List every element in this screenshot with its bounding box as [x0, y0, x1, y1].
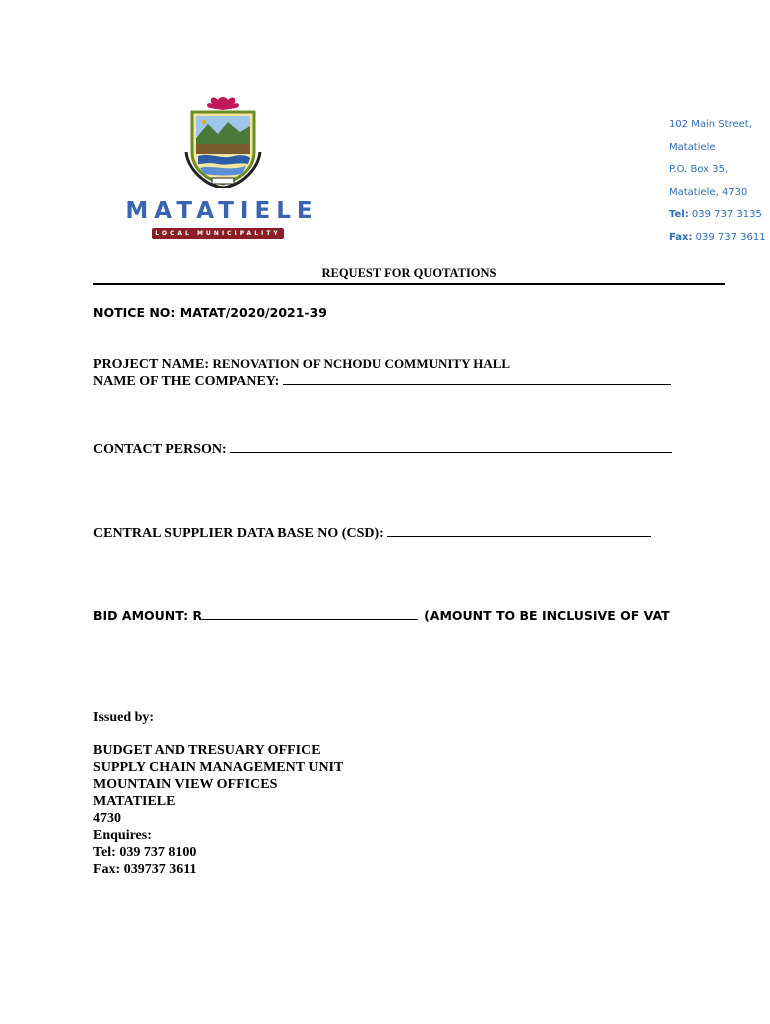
- fax-value: 039 737 3611: [692, 231, 766, 243]
- issuer-line: Tel: 039 737 8100: [93, 845, 197, 860]
- issuer-line: Enquires:: [93, 828, 152, 843]
- bid-note: (AMOUNT TO BE INCLUSIVE OF VAT: [424, 608, 670, 623]
- brand-name: MATATIELE: [125, 198, 319, 224]
- issuer-line: 4730: [93, 811, 121, 826]
- issuer-line: SUPPLY CHAIN MANAGEMENT UNIT: [93, 760, 344, 775]
- issuer-line: MOUNTAIN VIEW OFFICES: [93, 777, 278, 792]
- brand-subtitle: LOCAL MUNICIPALITY: [152, 228, 284, 239]
- address-line: 102 Main Street,: [669, 119, 752, 130]
- csd-number-field: [93, 524, 651, 542]
- company-label: NAME OF THE COMPANEY:: [93, 374, 283, 389]
- csd-label: CENTRAL SUPPLIER DATA BASE NO (CSD):: [93, 526, 388, 541]
- issuer-block: [93, 742, 343, 878]
- crest-icon: [178, 96, 268, 188]
- address-line: P.O. Box 35,: [669, 164, 729, 175]
- issuer-line: MATATIELE: [93, 794, 176, 809]
- project-value: RENOVATION OF NCHODU COMMUNITY HALL: [212, 356, 511, 371]
- address-tel: [669, 208, 766, 231]
- tel-value: 039 737 3135: [688, 209, 762, 220]
- document-title: REQUEST FOR QUOTATIONS: [93, 266, 725, 285]
- bid-label: BID AMOUNT: R: [93, 608, 203, 623]
- contact-label: CONTACT PERSON:: [93, 442, 231, 457]
- address-line: Matatiele: [669, 141, 716, 153]
- bid-amount-field: [93, 607, 670, 623]
- issuer-line: Fax: 039737 3611: [93, 862, 197, 877]
- municipality-logo: [112, 96, 332, 246]
- notice-number: NOTICE NO: MATAT/2020/2021-39: [93, 305, 327, 320]
- issuer-line: BUDGET AND TRESUARY OFFICE: [93, 743, 321, 758]
- csd-blank-line[interactable]: [387, 524, 651, 537]
- address-line: Matatiele, 4730: [669, 186, 748, 198]
- contact-blank-line[interactable]: [230, 440, 672, 453]
- project-name: [93, 356, 510, 373]
- bid-blank-line[interactable]: [202, 607, 418, 620]
- company-name-field: [93, 372, 671, 390]
- contact-person-field: [93, 440, 672, 458]
- company-blank-line[interactable]: [283, 372, 671, 385]
- project-label: PROJECT NAME:: [93, 357, 213, 372]
- issued-by-label: Issued by:: [93, 710, 155, 725]
- fax-label: Fax:: [669, 231, 693, 243]
- letterhead-address: [669, 118, 766, 253]
- tel-label: Tel:: [669, 209, 689, 220]
- address-fax: [669, 231, 766, 254]
